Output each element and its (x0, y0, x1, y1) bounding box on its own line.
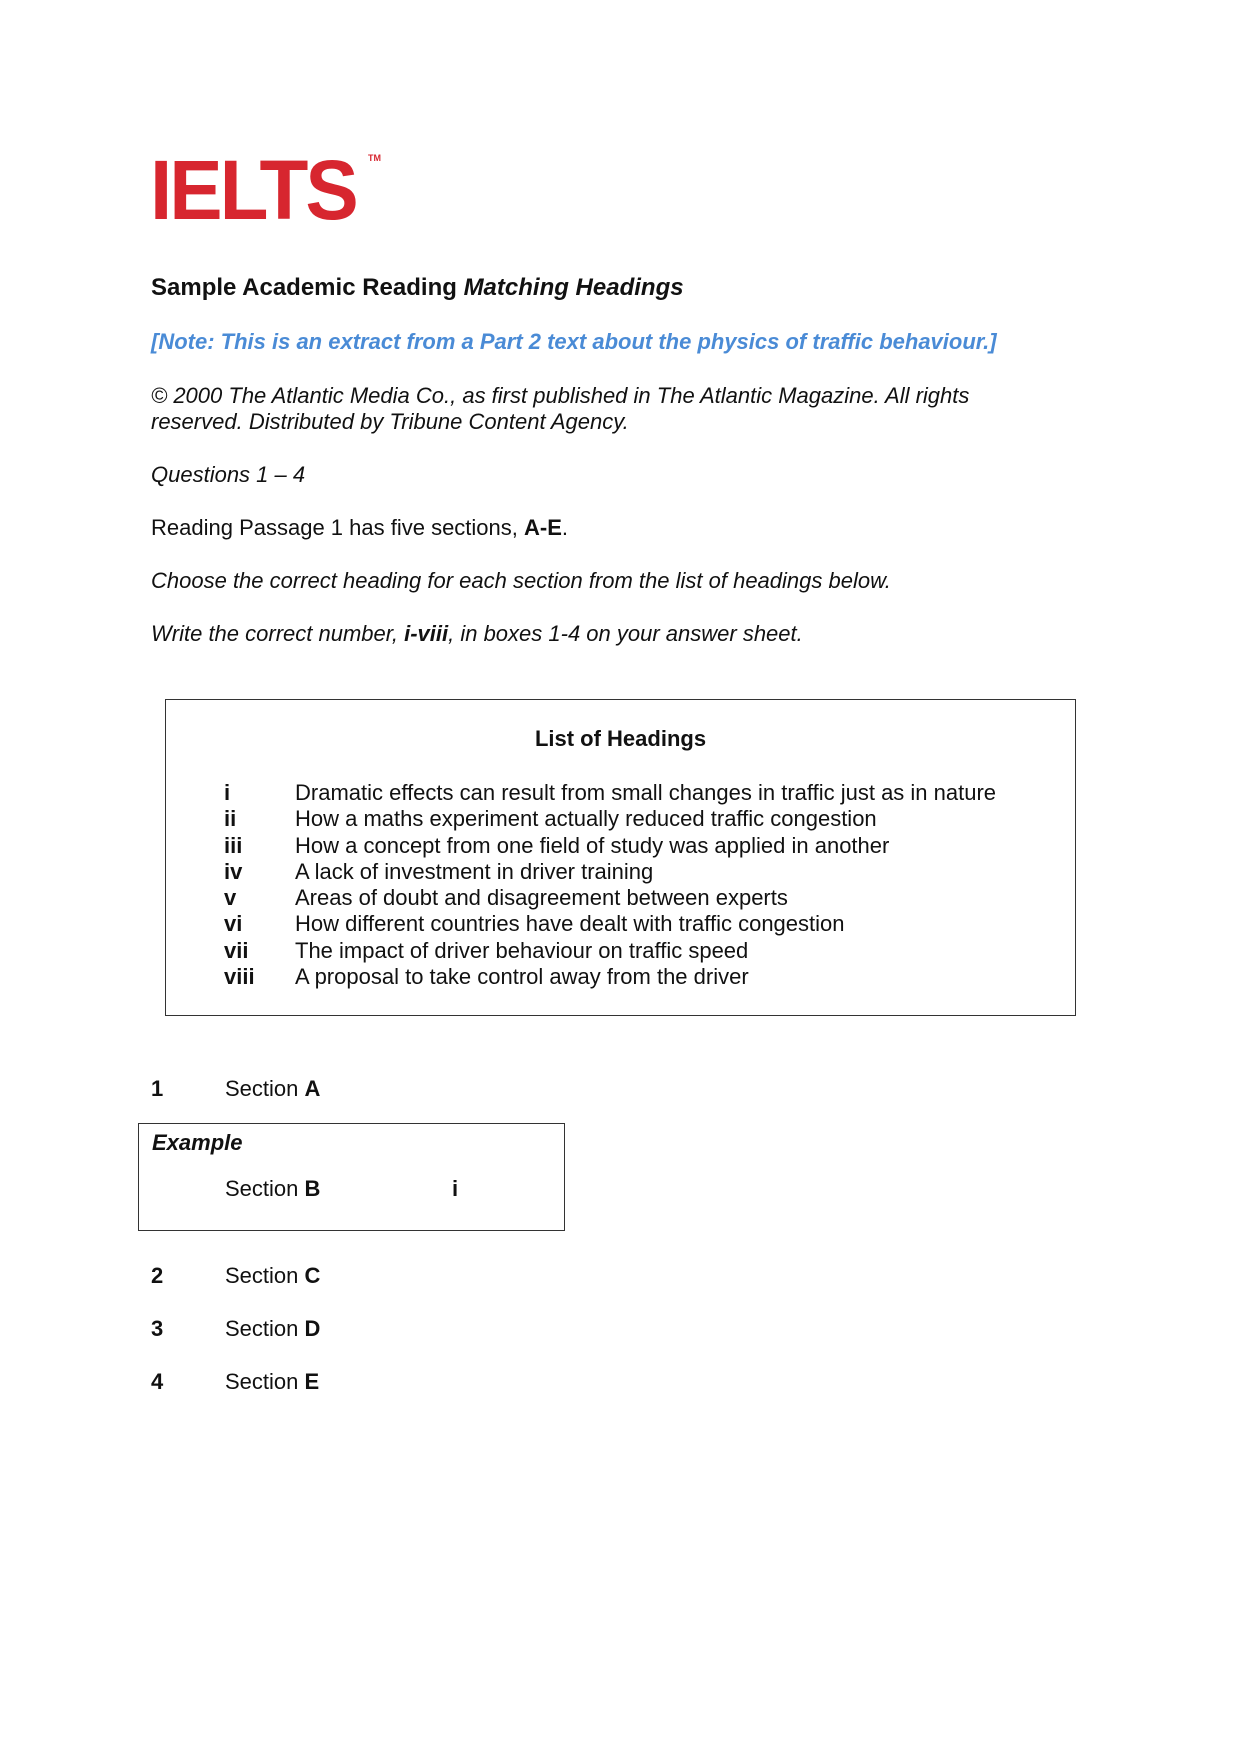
heading-number: iv (224, 858, 243, 884)
headings-list (224, 780, 996, 990)
copyright: © 2000 The Atlantic Media Co., as first published in The Atlantic Magazine. All rights reserved. Distributed by Tribune Content Agency. (151, 383, 970, 434)
question-number: 4 (151, 1369, 164, 1394)
heading-text: A proposal to take control away from the driver (295, 964, 749, 990)
title-main: Sample Academic Reading (151, 274, 464, 301)
passage-text: Reading Passage 1 has five sections, (151, 515, 525, 540)
heading-number: vi (224, 911, 243, 937)
instruction-write-range: i-viii (404, 621, 449, 646)
heading-number: v (224, 885, 237, 911)
heading-number: viii (224, 964, 255, 990)
question-section-letter: C (304, 1263, 321, 1288)
passage-end: . (561, 515, 569, 540)
heading-item (224, 806, 996, 832)
question-2 (151, 1263, 320, 1289)
heading-item (224, 859, 996, 885)
heading-number: iii (224, 832, 243, 858)
question-3 (151, 1316, 320, 1342)
heading-text: How different countries have dealt with traffic congestion (295, 911, 845, 937)
heading-item (224, 938, 996, 964)
example-answer: i (452, 1176, 459, 1201)
passage-sections: A-E (524, 515, 562, 540)
question-section-letter: E (304, 1369, 320, 1394)
heading-number: i (224, 780, 231, 805)
heading-item (224, 833, 996, 859)
heading-text: How a concept from one field of study was applied in another (295, 832, 890, 858)
heading-item (224, 964, 996, 990)
logo-wordmark: IELTS (150, 142, 356, 238)
instruction-write-after: , in boxes 1-4 on your answer sheet. (448, 621, 803, 646)
heading-number: vii (224, 937, 249, 963)
page-title (151, 275, 684, 301)
list-of-headings-box (165, 699, 1076, 1016)
questions-range: Questions 1 – 4 (151, 462, 306, 487)
headings-title: List of Headings (534, 726, 707, 751)
note: [Note: This is an extract from a Part 2 text about the physics of traffic behaviour.] (151, 329, 997, 354)
question-4 (151, 1369, 319, 1395)
example-section-label: Section (225, 1176, 305, 1201)
instruction-choose: Choose the correct heading for each section from the list of headings below. (151, 568, 891, 593)
question-label: Section (225, 1316, 305, 1341)
example-box (138, 1123, 565, 1231)
question-label: Section (225, 1076, 305, 1101)
heading-number: ii (224, 806, 237, 832)
question-number: 2 (151, 1263, 164, 1288)
title-italic: Matching Headings (463, 274, 684, 301)
heading-item (224, 911, 996, 937)
ielts-logo (150, 142, 381, 238)
heading-text: How a maths experiment actually reduced traffic congestion (295, 806, 877, 832)
logo-trademark: TM (368, 153, 381, 163)
question-label: Section (225, 1263, 305, 1288)
heading-text: Areas of doubt and disagreement between experts (295, 885, 788, 911)
example-label: Example (152, 1130, 243, 1155)
passage-info (151, 515, 568, 541)
question-1 (151, 1076, 320, 1102)
question-section-letter: D (304, 1316, 321, 1341)
heading-text: A lack of investment in driver training (295, 858, 654, 884)
instruction-write (151, 621, 803, 647)
instruction-write-before: Write the correct number, (151, 621, 405, 646)
example-section (225, 1176, 320, 1202)
question-number: 1 (151, 1076, 164, 1101)
heading-text: Dramatic effects can result from small changes in traffic just as in nature (295, 780, 997, 805)
heading-text: The impact of driver behaviour on traffic speed (295, 937, 749, 963)
question-number: 3 (151, 1316, 164, 1341)
example-section-letter: B (304, 1176, 321, 1201)
question-section-letter: A (304, 1076, 321, 1101)
question-label: Section (225, 1369, 305, 1394)
heading-item (224, 780, 996, 806)
heading-item (224, 885, 996, 911)
